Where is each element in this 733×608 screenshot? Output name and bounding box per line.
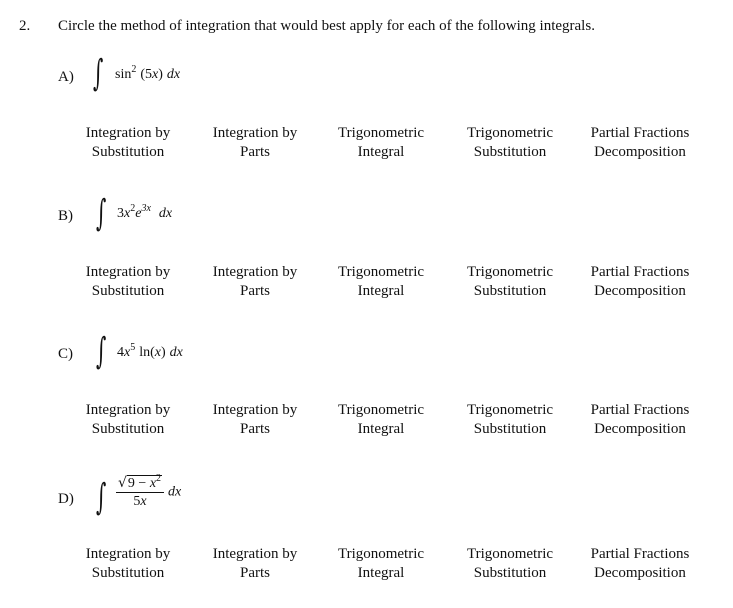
- math-differential: dx: [168, 484, 182, 500]
- math-differential: dx: [169, 345, 183, 360]
- option-trigonometric-integral[interactable]: [333, 401, 429, 439]
- option-partial-fractions-decomposition[interactable]: [585, 545, 695, 583]
- option-line: Decomposition: [594, 565, 686, 581]
- part-b-label: B): [58, 208, 73, 224]
- option-partial-fractions-decomposition[interactable]: [585, 124, 695, 162]
- part-c-label: C): [58, 346, 73, 362]
- option-line: Partial Fractions: [590, 402, 690, 418]
- math-text: 9 −: [127, 476, 150, 491]
- integral-sign-icon: ∫: [96, 193, 107, 234]
- option-line: Substitution: [91, 421, 165, 437]
- math-variable: x: [152, 67, 159, 82]
- math-exponent: 2: [130, 203, 136, 214]
- integral-sign-icon: ∫: [96, 331, 107, 372]
- option-line: Substitution: [91, 144, 165, 160]
- option-line: Parts: [240, 421, 270, 437]
- part-d-options: [78, 545, 698, 585]
- math-exponent: 3x: [141, 203, 151, 214]
- math-fraction: [116, 475, 164, 510]
- part-d-integral: [116, 475, 181, 510]
- option-integration-by-substitution[interactable]: [78, 263, 178, 301]
- option-integration-by-parts[interactable]: [205, 545, 305, 583]
- math-differential: dx: [158, 206, 173, 221]
- math-exponent: 5: [130, 342, 136, 353]
- option-trigonometric-integral[interactable]: [333, 263, 429, 301]
- question-instruction: Circle the method of integration that would best apply for each of the following integrals.: [58, 18, 595, 34]
- math-variable: e: [135, 206, 142, 221]
- option-line: Partial Fractions: [590, 264, 690, 280]
- option-line: Trigonometric: [337, 125, 425, 141]
- option-line: Parts: [240, 565, 270, 581]
- option-line: Trigonometric: [466, 546, 554, 562]
- option-line: Integration by: [212, 125, 298, 141]
- option-line: Trigonometric: [337, 402, 425, 418]
- option-line: Decomposition: [594, 144, 686, 160]
- part-a-options: [78, 124, 698, 164]
- option-line: Integration by: [212, 264, 298, 280]
- option-line: Integration by: [85, 402, 171, 418]
- radical-sign-icon: √: [118, 475, 127, 491]
- math-differential: dx: [166, 67, 181, 82]
- option-line: Trigonometric: [466, 402, 554, 418]
- option-line: Substitution: [473, 421, 547, 437]
- option-line: Partial Fractions: [590, 125, 690, 141]
- part-c-integral: [117, 342, 183, 361]
- option-line: Integral: [357, 421, 405, 437]
- math-variable: x: [140, 494, 147, 509]
- question-number: 2.: [19, 18, 31, 34]
- fraction-denominator: [116, 493, 164, 510]
- option-integration-by-parts[interactable]: [205, 401, 305, 439]
- option-line: Trigonometric: [337, 264, 425, 280]
- math-text: 5: [133, 494, 141, 509]
- option-line: Integration by: [212, 546, 298, 562]
- option-line: Substitution: [91, 565, 165, 581]
- part-b-integral: [117, 203, 173, 222]
- math-variable: x: [154, 345, 161, 360]
- math-text: (5: [140, 67, 153, 82]
- math-text: ): [158, 67, 163, 82]
- option-line: Integration by: [212, 402, 298, 418]
- option-integration-by-substitution[interactable]: [78, 545, 178, 583]
- math-exponent: 2: [156, 473, 162, 484]
- math-text: sin: [115, 67, 132, 82]
- option-trigonometric-integral[interactable]: [333, 124, 429, 162]
- option-partial-fractions-decomposition[interactable]: [585, 263, 695, 301]
- option-line: Decomposition: [594, 421, 686, 437]
- option-line: Partial Fractions: [590, 546, 690, 562]
- square-root: [118, 475, 162, 492]
- integral-sign-icon: ∫: [96, 477, 107, 518]
- option-line: Trigonometric: [337, 546, 425, 562]
- option-line: Integral: [357, 144, 405, 160]
- option-line: Parts: [240, 144, 270, 160]
- option-trigonometric-substitution[interactable]: [462, 124, 558, 162]
- option-line: Decomposition: [594, 283, 686, 299]
- option-line: Substitution: [473, 144, 547, 160]
- option-trigonometric-substitution[interactable]: [462, 545, 558, 583]
- integral-sign-icon: ∫: [93, 53, 104, 94]
- option-line: Trigonometric: [466, 264, 554, 280]
- math-variable: x: [124, 345, 131, 360]
- part-d-label: D): [58, 491, 74, 507]
- math-text: 4: [117, 345, 124, 360]
- option-line: Trigonometric: [466, 125, 554, 141]
- part-a-integral: [115, 64, 181, 83]
- option-line: Integration by: [85, 546, 171, 562]
- option-line: Integral: [357, 565, 405, 581]
- fraction-numerator: [116, 475, 164, 493]
- option-partial-fractions-decomposition[interactable]: [585, 401, 695, 439]
- math-variable: x: [124, 206, 131, 221]
- option-line: Integration by: [85, 125, 171, 141]
- option-integration-by-substitution[interactable]: [78, 124, 178, 162]
- option-trigonometric-substitution[interactable]: [462, 263, 558, 301]
- option-line: Substitution: [473, 283, 547, 299]
- option-integration-by-parts[interactable]: [205, 263, 305, 301]
- math-exponent: 2: [131, 64, 137, 75]
- option-trigonometric-integral[interactable]: [333, 545, 429, 583]
- option-line: Parts: [240, 283, 270, 299]
- math-text: 3: [117, 206, 124, 221]
- option-line: Integral: [357, 283, 405, 299]
- option-line: Substitution: [91, 283, 165, 299]
- part-c-options: [78, 401, 698, 441]
- part-a-label: A): [58, 69, 74, 85]
- part-b-options: [78, 263, 698, 303]
- math-text: ): [161, 345, 166, 360]
- option-integration-by-substitution[interactable]: [78, 401, 178, 439]
- math-variable: x: [149, 476, 157, 491]
- option-trigonometric-substitution[interactable]: [462, 401, 558, 439]
- math-text: ln(: [139, 345, 155, 360]
- option-line: Integration by: [85, 264, 171, 280]
- option-line: Substitution: [473, 565, 547, 581]
- option-integration-by-parts[interactable]: [205, 124, 305, 162]
